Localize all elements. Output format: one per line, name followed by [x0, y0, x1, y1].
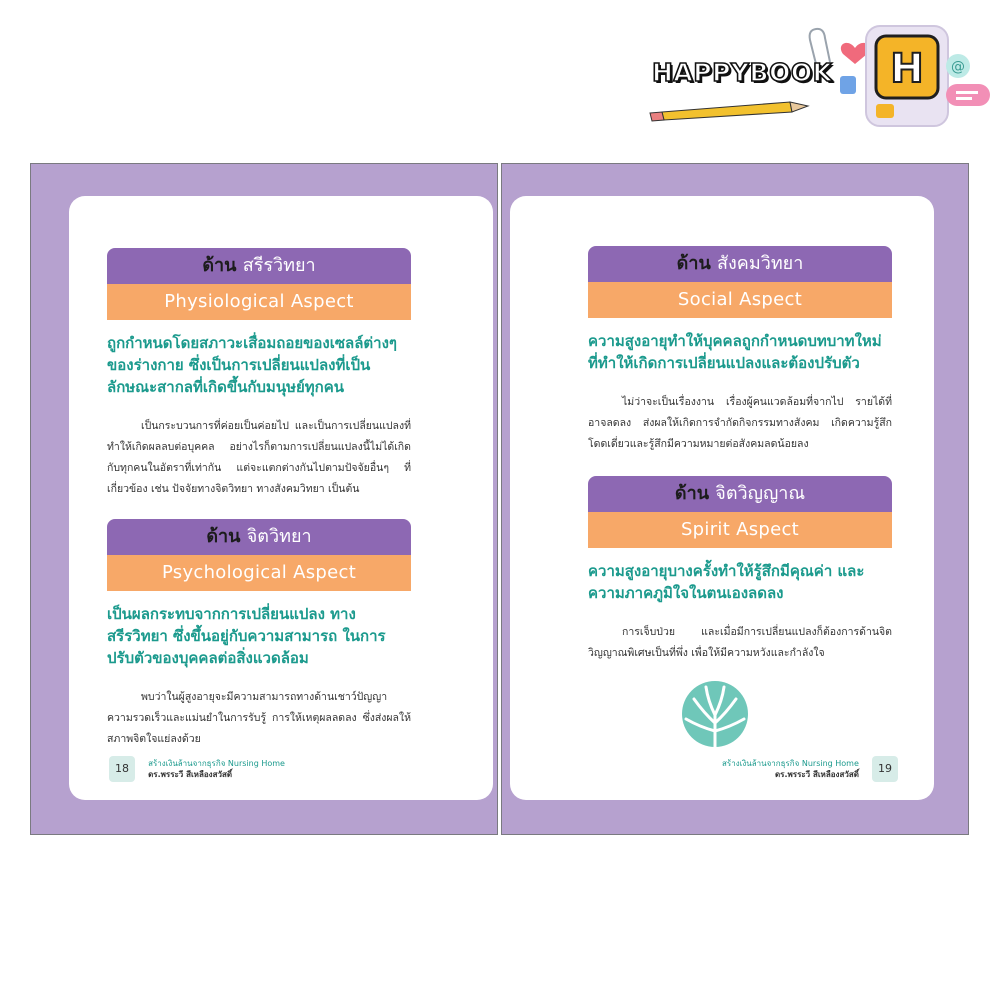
section-header [107, 519, 411, 555]
h-badge-letter: H [890, 46, 924, 92]
section-subtitle: Psychological Aspect [107, 555, 411, 591]
social-section [588, 246, 892, 455]
happybook-logo [640, 20, 1000, 130]
footer-author: ดร.พรระวี สีเหลืองสวัสดิ์ [774, 770, 859, 779]
section-subtitle: Physiological Aspect [107, 284, 411, 320]
psychological-section [107, 519, 411, 750]
section-body: เป็นกระบวนการที่ค่อยเป็นค่อยไป และเป็นการเปลี่ยนแปลงที่ทำให้เกิดผลลบต่อบุคคล อย่างไรก็ตามการเปลี่ยนแปลงนี้ไม่ได้เกิดกับทุกคนในอัตราที่เท่ากัน แต่จะแตกต่างกันไปตามปัจจัยอื่นๆ ที่เกี่ยวข้อง เช่น ปัจจัยทางจิตวิทยา ทางสังคมวิทยา เป็นต้น [107, 420, 411, 495]
left-page-footer [109, 756, 293, 782]
right-page-sheet [510, 196, 934, 800]
heart-icon [841, 43, 869, 64]
footer-author: ดร.พรระวี สีเหลืองสวัสดิ์ [148, 770, 233, 779]
page-number: 18 [109, 756, 135, 782]
left-page-sheet [69, 196, 493, 800]
footer-book-title: สร้างเงินล้านจากธุรกิจ Nursing Home [148, 759, 285, 768]
section-lead: ความสูงอายุทำให้บุคคลถูกกำหนดบทบาทใหม่ ที่ทำให้เกิดการเปลี่ยนแปลงและต้องปรับตัว [588, 332, 882, 372]
right-page [501, 163, 969, 835]
page-number: 19 [872, 756, 898, 782]
logo-text: HAPPYBOOK [652, 58, 833, 87]
pencil-icon [650, 102, 808, 121]
tree-icon [680, 679, 750, 749]
section-header [588, 246, 892, 282]
section-subtitle: Social Aspect [588, 282, 892, 318]
section-lead: ความสูงอายุบางครั้งทำให้รู้สึกมีคุณค่า และความภาคภูมิใจในตนเองลดลง [588, 562, 865, 602]
header-prefix: ด้าน [674, 483, 709, 504]
header-title: จิตวิญญาณ [715, 483, 806, 504]
header-title: สรีรวิทยา [242, 255, 316, 276]
header-prefix: ด้าน [202, 255, 237, 276]
spirit-section [588, 476, 892, 664]
section-subtitle: Spirit Aspect [588, 512, 892, 548]
header-title: จิตวิทยา [246, 526, 312, 547]
section-body: ไม่ว่าจะเป็นเรื่องงาน เรื่องผู้คนแวดล้อมที่จากไป รายได้ที่อาจลดลง ส่งผลให้เกิดการจำกัดกิจกรรมทางสังคม เกิดความรู้สึกโดดเดี่ยวและรู้สึกมีความหมายต่อสังคมลดน้อยลง [588, 396, 892, 450]
section-lead: เป็นผลกระทบจากการเปลี่ยนแปลง ทางสรีรวิทยา ซึ่งขึ้นอยู่กับความสามารถ ในการปรับตัวของบุคคลต่อสิ่งแวดล้อม [107, 605, 386, 667]
physiological-section [107, 248, 411, 500]
section-body: พบว่าในผู้สูงอายุจะมีความสามารถทางด้านเชาว์ปัญญา ความรวดเร็วและแม่นยำในการรับรู้ การให้เหตุผลลดลง ซึ่งส่งผลให้สภาพจิตใจแย่ลงด้วย [107, 691, 411, 745]
header-title: สังคมวิทยา [717, 253, 804, 274]
header-prefix: ด้าน [206, 526, 241, 547]
chat-bubble-icon [946, 84, 990, 106]
right-page-footer [714, 756, 898, 782]
at-icon: @ [951, 59, 965, 75]
section-body: การเจ็บป่วย และเมื่อมีการเปลี่ยนแปลงก็ต้องการด้านจิตวิญญาณพิเศษเป็นที่พึ่ง เพื่อให้มีความหวังและกำลังใจ [588, 626, 892, 659]
section-header [588, 476, 892, 512]
section-header [107, 248, 411, 284]
left-page [30, 163, 498, 835]
book-spread [30, 163, 970, 837]
section-lead: ถูกกำหนดโดยสภาวะเสื่อมถอยของเซลล์ต่างๆ ของร่างกาย ซึ่งเป็นการเปลี่ยนแปลงที่เป็นลักษณะสากลที่เกิดขึ้นกับมนุษย์ทุกคน [107, 334, 397, 396]
header-prefix: ด้าน [676, 253, 711, 274]
footer-book-title: สร้างเงินล้านจากธุรกิจ Nursing Home [722, 759, 859, 768]
image-tile-icon [840, 76, 856, 94]
